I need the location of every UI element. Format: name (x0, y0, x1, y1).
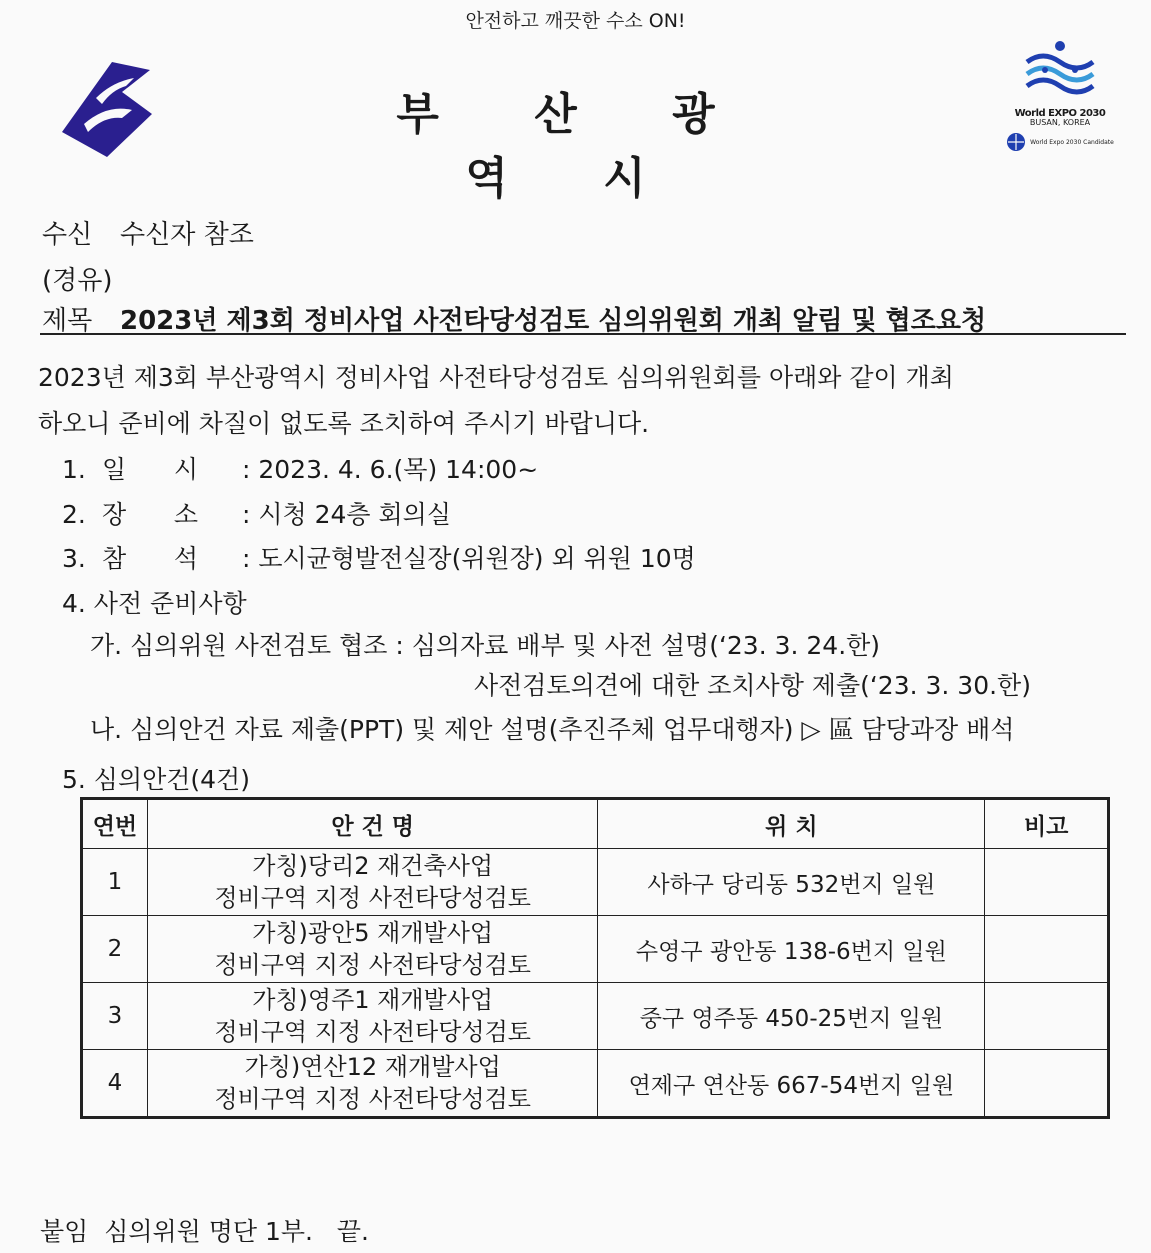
agenda-title: 5. 심의안건(4건) (62, 765, 250, 794)
prep-a-2: 사전검토의견에 대한 조치사항 제출(‘23. 3. 30.한) (474, 671, 1031, 700)
city-name: 부 산 광 역 시 (396, 89, 755, 204)
cell-no: 3 (82, 983, 148, 1050)
expo-candidate-text: World Expo 2030 Candidate (1030, 138, 1114, 146)
intro-line-1: 2023년 제3회 부산광역시 정비사업 사전타당성검토 심의위원회를 아래와 같이 개최 (38, 363, 954, 392)
subject-label: 제목 (42, 306, 93, 336)
cell-no: 4 (82, 1050, 148, 1118)
table-row (82, 1050, 1109, 1118)
expo-location: BUSAN, KOREA (1029, 118, 1091, 127)
cell-note (985, 1050, 1109, 1118)
agenda-name-line-2: 정비구역 지정 사전타당성검토 (214, 884, 531, 912)
prep-b: 나. 심의안건 자료 제출(PPT) 및 제안 설명(추진주체 업무대행자) ▷ 區 담당과장 배석 (90, 715, 1015, 744)
agenda-name-line-1: 가칭)연산12 재개발사업 (244, 1053, 501, 1081)
item-number: 3. (62, 544, 86, 573)
column-header-location: 위 치 (598, 799, 985, 849)
via-label: (경유) (42, 266, 113, 296)
prep-a: 가. 심의위원 사전검토 협조 : 심의자료 배부 및 사전 설명(‘23. 3. 24.한) (90, 631, 881, 660)
item-number: 2. (62, 500, 86, 529)
attachment-line: 붙임 심의위원 명단 1부. 끝. (40, 1217, 369, 1246)
agenda-name-line-1: 가칭)당리2 재건축사업 (252, 852, 494, 880)
expo-emblem (1005, 34, 1115, 152)
cell-location: 연제구 연산동 667-54번지 일원 (598, 1050, 985, 1118)
recipient-value: 수신자 참조 (120, 220, 254, 250)
agenda-table (80, 797, 1110, 1119)
list-item (62, 539, 696, 575)
prep-title: 4. 사전 준비사항 (62, 589, 247, 618)
table-header-row (82, 799, 1109, 849)
cell-location: 중구 영주동 450-25번지 일원 (598, 983, 985, 1050)
cell-name (147, 1050, 598, 1118)
table-row (82, 983, 1109, 1050)
agenda-name-line-2: 정비구역 지정 사전타당성검토 (214, 1085, 531, 1113)
expo-candidate (1005, 132, 1115, 152)
subject-line (42, 300, 986, 337)
list-item (62, 450, 538, 486)
cell-no: 1 (82, 849, 148, 916)
intro-line-2: 하오니 준비에 차질이 없도록 조치하여 주시기 바랍니다. (38, 409, 650, 438)
cell-note (985, 983, 1109, 1050)
cell-note (985, 849, 1109, 916)
cell-name (147, 983, 598, 1050)
item-value: : 도시균형발전실장(위원장) 외 위원 10명 (242, 544, 696, 573)
cell-name (147, 916, 598, 983)
busan-city-logo (52, 52, 162, 162)
expo-title: World EXPO 2030 (1014, 108, 1106, 119)
cell-note (985, 916, 1109, 983)
column-header-no: 연번 (82, 799, 148, 849)
cell-no: 2 (82, 916, 148, 983)
slogan: 안전하고 깨끗한 수소 ON! (465, 10, 686, 32)
recipient-line (42, 214, 254, 251)
agenda-name-line-2: 정비구역 지정 사전타당성검토 (214, 951, 531, 979)
cell-location: 사하구 당리동 532번지 일원 (598, 849, 985, 916)
item-key: 참 석 (102, 544, 198, 573)
subject-value: 2023년 제3회 정비사업 사전타당성검토 심의위원회 개최 알림 및 협조요청 (120, 306, 987, 336)
list-item (62, 495, 451, 531)
column-header-name: 안 건 명 (147, 799, 598, 849)
cell-name (147, 849, 598, 916)
header-divider (40, 333, 1126, 335)
table-row (82, 849, 1109, 916)
item-number: 1. (62, 455, 86, 484)
globe-icon (1006, 132, 1026, 152)
expo-wave-icon (1005, 34, 1115, 104)
agenda-name-line-1: 가칭)광안5 재개발사업 (252, 919, 494, 947)
item-key: 일 시 (102, 455, 198, 484)
column-header-note: 비고 (985, 799, 1109, 849)
item-key: 장 소 (102, 500, 198, 529)
agenda-name-line-1: 가칭)영주1 재개발사업 (252, 986, 494, 1014)
recipient-label: 수신 (42, 220, 93, 250)
table-row (82, 916, 1109, 983)
agenda-name-line-2: 정비구역 지정 사전타당성검토 (214, 1018, 531, 1046)
item-value: : 2023. 4. 6.(목) 14:00~ (242, 455, 539, 484)
cell-location: 수영구 광안동 138-6번지 일원 (598, 916, 985, 983)
item-value: : 시청 24층 회의실 (242, 500, 451, 529)
